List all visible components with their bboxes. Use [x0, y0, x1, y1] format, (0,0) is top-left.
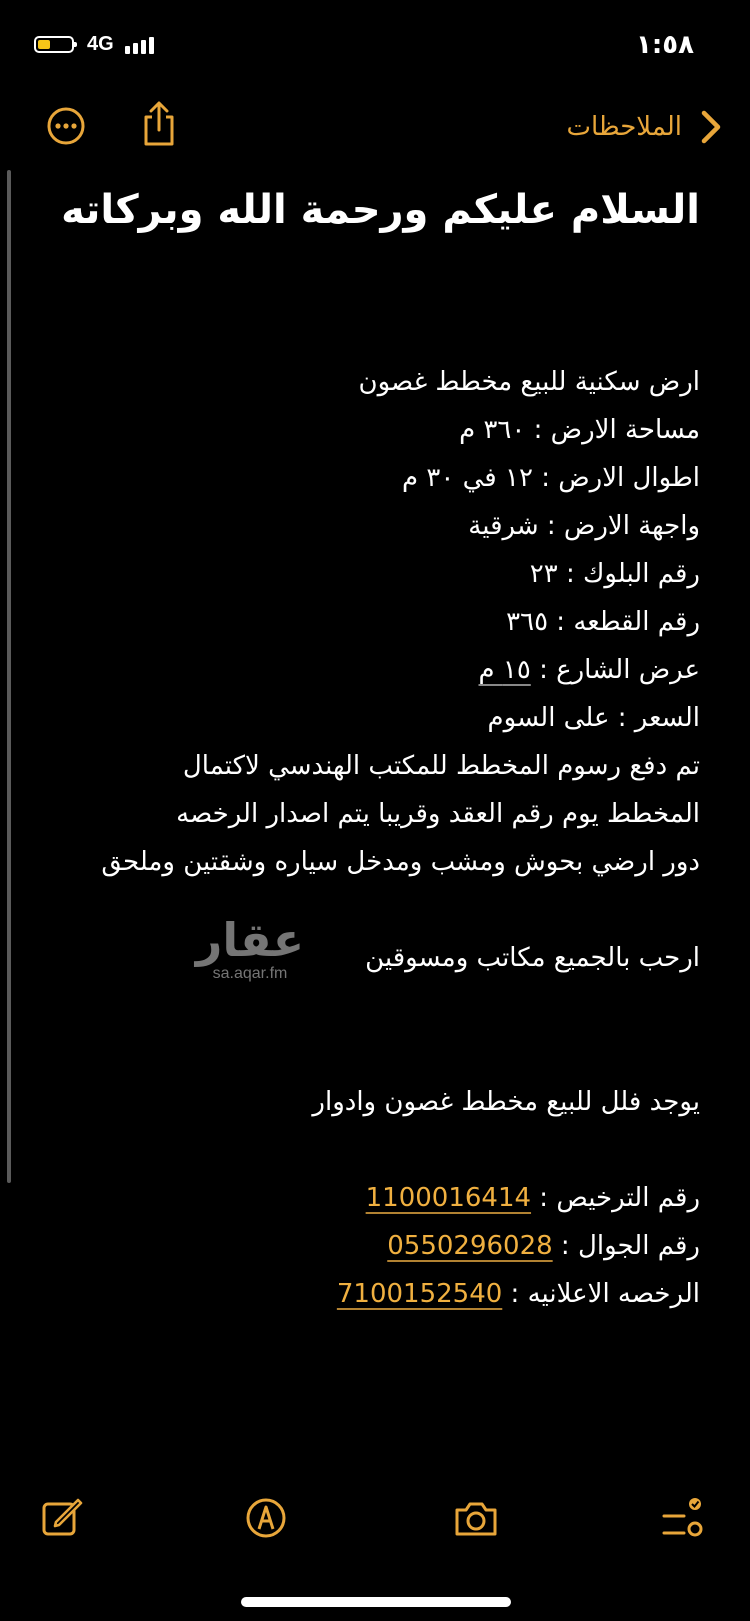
checklist-icon[interactable] [660, 1496, 704, 1540]
license-label: رقم الترخيص : [531, 1183, 700, 1213]
note-line: مساحة الارض : ٣٦٠ م [459, 415, 700, 445]
street-width-label: عرض الشارع : [530, 655, 700, 685]
back-button[interactable] [567, 102, 729, 152]
aqar-watermark-logo [190, 915, 310, 985]
note-line: ارحب بالجميع مكاتب ومسوقين [365, 943, 700, 973]
compose-icon[interactable] [40, 1496, 84, 1540]
ad-license-label: الرخصه الاعلانيه : [502, 1279, 700, 1309]
note-line: دور ارضي بحوش ومشب ومدخل سياره وشقتين وملحق [101, 847, 700, 877]
watermark-logo-text: عقار [195, 913, 305, 967]
note-line: تم دفع رسوم المخطط للمكتب الهندسي لاكتمال [182, 751, 700, 781]
chevron-back-icon [692, 107, 728, 147]
mobile-label: رقم الجوال : [552, 1231, 700, 1261]
network-type: 4G [87, 33, 114, 55]
spacer [50, 1126, 700, 1174]
watermark-url: sa.aqar.fm [212, 965, 288, 982]
note-line: رقم القطعه : ٣٦٥ [506, 607, 700, 637]
spacer [50, 1030, 700, 1078]
back-label: الملاحظات [566, 112, 682, 142]
signal-bars-icon [125, 36, 161, 54]
license-line [50, 1174, 700, 1222]
street-width-value: ١٥ م [478, 655, 531, 685]
mobile-number-link[interactable]: 0550296028 [387, 1231, 553, 1261]
status-time: ١:٥٨ [635, 30, 694, 60]
status-bar [0, 30, 750, 66]
note-title: السلام عليكم ورحمة الله وبركاته [61, 187, 700, 233]
mobile-line [50, 1222, 700, 1270]
note-line: واجهة الارض : شرقية [468, 511, 700, 541]
note-line: السعر : على السوم [487, 703, 700, 733]
home-indicator[interactable] [241, 1597, 511, 1607]
note-line: يوجد فلل للبيع مخطط غصون وادوار [312, 1087, 700, 1117]
navigation-bar [0, 100, 750, 156]
note-line: ارض سكنية للبيع مخطط غصون [358, 367, 700, 397]
battery-level-fill [38, 40, 50, 49]
more-options-icon[interactable] [46, 106, 86, 146]
camera-icon[interactable] [452, 1496, 500, 1540]
markup-pen-icon[interactable] [244, 1496, 288, 1540]
spacer [50, 982, 700, 1030]
bottom-toolbar [0, 1496, 750, 1546]
scroll-indicator[interactable] [7, 170, 11, 1183]
ad-license-number-link[interactable]: 7100152540 [336, 1279, 503, 1309]
note-body[interactable] [50, 358, 700, 1318]
note-line: اطوال الارض : ١٢ في ٣٠ م [402, 463, 700, 493]
share-icon[interactable] [139, 100, 179, 148]
note-line: المخطط يوم رقم العقد وقريبا يتم اصدار الرخصه [176, 799, 700, 829]
note-line: رقم البلوك : ٢٣ [529, 559, 700, 589]
license-number-link[interactable]: 1100016414 [365, 1183, 532, 1213]
ad-license-line [50, 1270, 700, 1318]
spacer [50, 886, 700, 934]
battery-icon [34, 36, 74, 53]
street-width-line [50, 646, 700, 694]
